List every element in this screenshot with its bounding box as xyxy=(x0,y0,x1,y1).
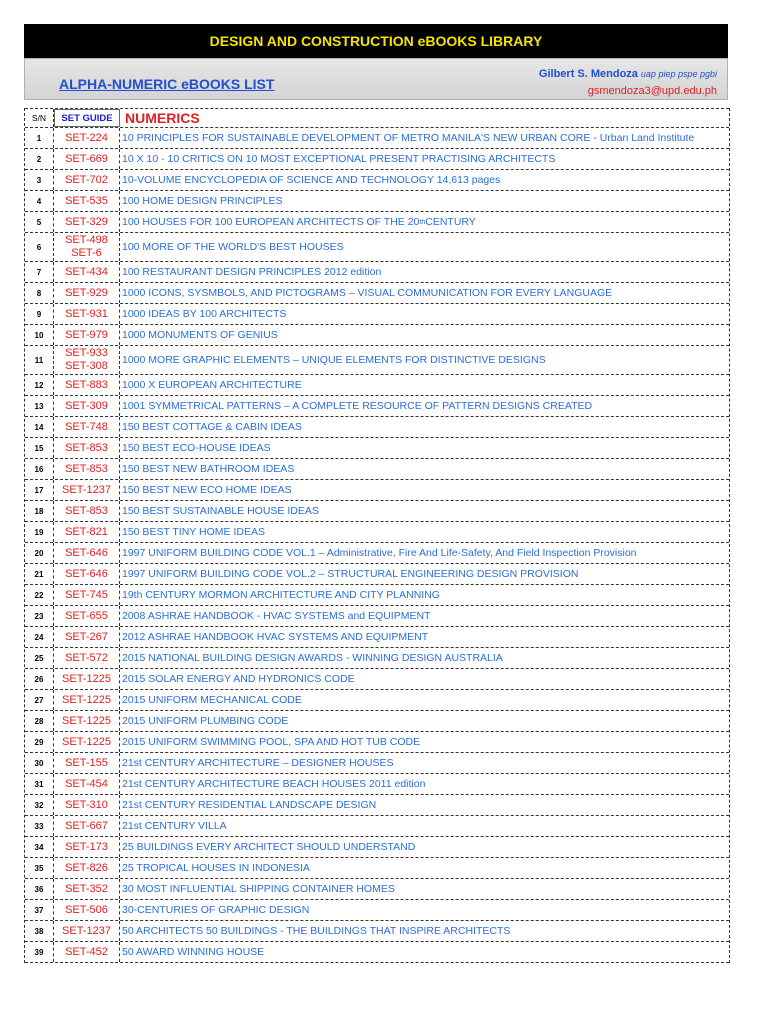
row-serial-number: 6 xyxy=(25,233,54,261)
table-row xyxy=(25,128,729,149)
ebook-title-link[interactable] xyxy=(120,170,729,190)
ebook-title-link[interactable] xyxy=(120,774,729,794)
row-serial-number: 3 xyxy=(25,170,54,190)
ebook-title-text: 50 AWARD WINNING HOUSE xyxy=(122,946,265,958)
section-label: NUMERICS xyxy=(125,110,200,126)
table-row xyxy=(25,375,729,396)
row-serial-number: 11 xyxy=(25,346,54,374)
row-set-guide xyxy=(54,900,120,920)
ebook-title-text: 25 TROPICAL HOUSES IN INDONESIA xyxy=(122,862,310,874)
row-serial-number: 13 xyxy=(25,396,54,416)
ebook-title-link[interactable] xyxy=(120,262,729,282)
row-set-guide xyxy=(54,417,120,437)
ebook-title-link[interactable] xyxy=(120,795,729,815)
ebook-title-text: 1000 MORE GRAPHIC ELEMENTS – UNIQUE ELEMENTS FOR DISTINCTIVE DESIGNS xyxy=(122,354,546,366)
row-serial-number: 38 xyxy=(25,921,54,941)
row-serial-number: 23 xyxy=(25,606,54,626)
table-row xyxy=(25,627,729,648)
table-row xyxy=(25,648,729,669)
row-set-guide xyxy=(54,921,120,941)
row-set-guide xyxy=(54,795,120,815)
ebook-title-text: 10 X 10 - 10 CRITICS ON 10 MOST EXCEPTIONAL PRESENT PRACTISING ARCHITECTS xyxy=(122,153,556,165)
ebook-title-link[interactable] xyxy=(120,438,729,458)
table-row xyxy=(25,501,729,522)
table-row xyxy=(25,149,729,170)
ebook-title-text: 30-CENTURIES OF GRAPHIC DESIGN xyxy=(122,904,310,916)
table-row xyxy=(25,564,729,585)
set-code: SET-821 xyxy=(65,525,108,538)
ebook-title-text: 21st CENTURY ARCHITECTURE BEACH HOUSES 2011 edition xyxy=(122,778,426,790)
set-code: SET-267 xyxy=(65,630,108,643)
row-set-guide xyxy=(54,325,120,345)
row-set-guide xyxy=(54,816,120,836)
set-code: SET-667 xyxy=(65,819,108,832)
row-set-guide xyxy=(54,191,120,211)
set-code: SET-452 xyxy=(65,945,108,958)
row-set-guide xyxy=(54,711,120,731)
table-row xyxy=(25,522,729,543)
ebook-title-link[interactable] xyxy=(120,564,729,584)
set-code: SET-669 xyxy=(65,152,108,165)
table-row xyxy=(25,942,729,963)
column-header-sn: S/N xyxy=(25,109,54,127)
row-serial-number: 20 xyxy=(25,543,54,563)
ebook-title-text: 1000 IDEAS BY 100 ARCHITECTS xyxy=(122,308,287,320)
row-set-guide xyxy=(54,170,120,190)
row-serial-number: 21 xyxy=(25,564,54,584)
set-code: SET-1225 xyxy=(62,714,111,727)
ebook-title-link[interactable] xyxy=(120,128,729,148)
row-set-guide xyxy=(54,690,120,710)
set-code: SET-1225 xyxy=(62,672,111,685)
ebook-title-text-suffix: CENTURY xyxy=(425,216,476,228)
table-row xyxy=(25,417,729,438)
table-row xyxy=(25,606,729,627)
ebook-title-text: 150 BEST TINY HOME IDEAS xyxy=(122,526,265,538)
row-serial-number: 25 xyxy=(25,648,54,668)
ebook-title-link[interactable] xyxy=(120,480,729,500)
set-code: SET-329 xyxy=(65,215,108,228)
set-code: SET-933 xyxy=(65,347,108,359)
table-row xyxy=(25,480,729,501)
ebook-title-text: 1001 SYMMETRICAL PATTERNS – A COMPLETE RESOURCE OF PATTERN DESIGNS CREATED xyxy=(122,400,593,412)
set-code: SET-308 xyxy=(65,360,108,372)
row-set-guide xyxy=(54,627,120,647)
row-serial-number: 37 xyxy=(25,900,54,920)
set-code: SET-506 xyxy=(65,903,108,916)
set-code: SET-979 xyxy=(65,328,108,341)
ebook-title-link[interactable] xyxy=(120,585,729,605)
ebook-title-text: 1000 ICONS, SYSMBOLS, AND PICTOGRAMS – VISUAL COMMUNICATION FOR EVERY LANGUAGE xyxy=(122,287,613,299)
row-serial-number: 30 xyxy=(25,753,54,773)
table-row xyxy=(25,774,729,795)
ebook-title-text: 10-VOLUME ENCYCLOPEDIA OF SCIENCE AND TECHNOLOGY 14,613 pages xyxy=(122,174,501,186)
column-header-set-guide[interactable]: SET GUIDE xyxy=(54,109,120,127)
row-set-guide xyxy=(54,732,120,752)
table-row xyxy=(25,711,729,732)
row-set-guide xyxy=(54,837,120,857)
set-code: SET-309 xyxy=(65,399,108,412)
ebook-title-link[interactable] xyxy=(120,375,729,395)
row-set-guide xyxy=(54,753,120,773)
row-set-guide xyxy=(54,879,120,899)
row-set-guide xyxy=(54,480,120,500)
row-serial-number: 14 xyxy=(25,417,54,437)
list-header-bar xyxy=(24,58,728,100)
table-row xyxy=(25,170,729,191)
table-row xyxy=(25,669,729,690)
row-serial-number: 33 xyxy=(25,816,54,836)
table-row xyxy=(25,753,729,774)
ebook-title-link[interactable] xyxy=(120,191,729,211)
row-serial-number: 1 xyxy=(25,128,54,148)
row-set-guide xyxy=(54,459,120,479)
ebook-title-text: 150 BEST ECO-HOUSE IDEAS xyxy=(122,442,271,454)
ebook-title-link[interactable] xyxy=(120,396,729,416)
row-serial-number: 36 xyxy=(25,879,54,899)
ebook-title-link[interactable] xyxy=(120,753,729,773)
author-email-link[interactable]: gsmendoza3@upd.edu.ph xyxy=(587,85,717,97)
table-row xyxy=(25,795,729,816)
ebook-title-text: 150 BEST NEW BATHROOM IDEAS xyxy=(122,463,295,475)
ebook-title-text: 2012 ASHRAE HANDBOOK HVAC SYSTEMS AND EQUIPMENT xyxy=(122,631,429,643)
set-code: SET-155 xyxy=(65,756,108,769)
row-set-guide xyxy=(54,212,120,232)
ebook-title-link[interactable] xyxy=(120,233,729,261)
section-heading-cell xyxy=(120,109,729,127)
ebook-title-link[interactable] xyxy=(120,732,729,752)
set-code: SET-310 xyxy=(65,798,108,811)
table-row xyxy=(25,543,729,564)
table-row xyxy=(25,212,729,233)
table-row xyxy=(25,191,729,212)
row-serial-number: 4 xyxy=(25,191,54,211)
row-serial-number: 12 xyxy=(25,375,54,395)
set-code: SET-535 xyxy=(65,194,108,207)
row-set-guide xyxy=(54,396,120,416)
table-row xyxy=(25,837,729,858)
set-code: SET-646 xyxy=(65,567,108,580)
ebooks-table xyxy=(24,108,730,963)
row-set-guide xyxy=(54,648,120,668)
ebook-title-link[interactable] xyxy=(120,837,729,857)
row-serial-number: 22 xyxy=(25,585,54,605)
row-set-guide xyxy=(54,564,120,584)
ebook-title-link[interactable] xyxy=(120,543,729,563)
row-set-guide xyxy=(54,774,120,794)
row-serial-number: 34 xyxy=(25,837,54,857)
ebook-title-text: 21st CENTURY VILLA xyxy=(122,820,227,832)
ebook-title-link[interactable] xyxy=(120,900,729,920)
ebook-title-link[interactable] xyxy=(120,879,729,899)
row-serial-number: 35 xyxy=(25,858,54,878)
row-set-guide xyxy=(54,438,120,458)
row-serial-number: 8 xyxy=(25,283,54,303)
set-code: SET-6 xyxy=(71,247,102,259)
row-set-guide xyxy=(54,128,120,148)
ebook-title-text: 100 HOUSES FOR 100 EUROPEAN ARCHITECTS OF THE 20 xyxy=(122,216,420,228)
ebook-title-text: 2015 UNIFORM PLUMBING CODE xyxy=(122,715,289,727)
ebook-title-link[interactable] xyxy=(120,346,729,374)
row-set-guide xyxy=(54,262,120,282)
set-code: SET-702 xyxy=(65,173,108,186)
set-code: SET-1237 xyxy=(62,924,111,937)
set-code: SET-853 xyxy=(65,441,108,454)
library-title-bar xyxy=(24,24,728,58)
row-serial-number: 27 xyxy=(25,690,54,710)
row-serial-number: 32 xyxy=(25,795,54,815)
table-row xyxy=(25,816,729,837)
set-code: SET-1237 xyxy=(62,483,111,496)
author-block xyxy=(539,64,717,97)
table-row xyxy=(25,325,729,346)
ebook-title-text: 2008 ASHRAE HANDBOOK - HVAC SYSTEMS and EQUIPMENT xyxy=(122,610,431,622)
ebook-title-link[interactable] xyxy=(120,283,729,303)
row-set-guide xyxy=(54,858,120,878)
table-row xyxy=(25,921,729,942)
table-row xyxy=(25,262,729,283)
ebook-title-text: 2015 UNIFORM SWIMMING POOL, SPA AND HOT TUB CODE xyxy=(122,736,421,748)
set-code: SET-883 xyxy=(65,378,108,391)
author-credentials: uap piep pspe pgbi xyxy=(640,69,717,79)
set-code: SET-454 xyxy=(65,777,108,790)
table-row xyxy=(25,346,729,375)
ebook-title-text: 21st CENTURY ARCHITECTURE – DESIGNER HOUSES xyxy=(122,757,394,769)
table-row xyxy=(25,585,729,606)
row-set-guide xyxy=(54,375,120,395)
row-serial-number: 15 xyxy=(25,438,54,458)
row-serial-number: 10 xyxy=(25,325,54,345)
row-set-guide xyxy=(54,304,120,324)
row-set-guide xyxy=(54,669,120,689)
set-code: SET-853 xyxy=(65,504,108,517)
set-code: SET-173 xyxy=(65,840,108,853)
table-row xyxy=(25,304,729,325)
ebook-title-text: 10 PRINCIPLES FOR SUSTAINABLE DEVELOPMENT OF METRO MANILA'S NEW URBAN CORE - Urban Land Institute xyxy=(122,132,695,144)
ebook-title-text: 1997 UNIFORM BUILDING CODE VOL.1 – Administrative, Fire And Life-Safety, And Field Inspection Provision xyxy=(122,547,637,559)
ebook-title-text: 21st CENTURY RESIDENTIAL LANDSCAPE DESIGN xyxy=(122,799,377,811)
set-code: SET-853 xyxy=(65,462,108,475)
row-serial-number: 31 xyxy=(25,774,54,794)
table-row xyxy=(25,438,729,459)
row-serial-number: 17 xyxy=(25,480,54,500)
ebook-title-text: 1000 MONUMENTS OF GENIUS xyxy=(122,329,278,341)
table-row xyxy=(25,900,729,921)
row-set-guide xyxy=(54,543,120,563)
row-set-guide xyxy=(54,501,120,521)
ebook-title-text: 19th CENTURY MORMON ARCHITECTURE AND CITY PLANNING xyxy=(122,589,440,601)
ebook-title-text: 25 BUILDINGS EVERY ARCHITECT SHOULD UNDERSTAND xyxy=(122,841,416,853)
row-serial-number: 2 xyxy=(25,149,54,169)
ebook-title-text: 150 BEST COTTAGE & CABIN IDEAS xyxy=(122,421,302,433)
set-code: SET-352 xyxy=(65,882,108,895)
ebook-title-text: 1997 UNIFORM BUILDING CODE VOL.2 – STRUCTURAL ENGINEERING DESIGN PROVISION xyxy=(122,568,579,580)
ebook-title-link[interactable] xyxy=(120,669,729,689)
row-set-guide xyxy=(54,522,120,542)
ebook-title-text: 50 ARCHITECTS 50 BUILDINGS - THE BUILDINGS THAT INSPIRE ARCHITECTS xyxy=(122,925,511,937)
table-row xyxy=(25,732,729,753)
ebook-title-link[interactable] xyxy=(120,149,729,169)
list-title: ALPHA-NUMERIC eBOOKS LIST xyxy=(59,76,275,92)
table-row xyxy=(25,690,729,711)
set-code: SET-1225 xyxy=(62,693,111,706)
ebook-title-superscript: th xyxy=(419,218,426,226)
ebook-title-text: 2015 UNIFORM MECHANICAL CODE xyxy=(122,694,302,706)
set-code: SET-748 xyxy=(65,420,108,433)
ebook-title-text: 150 BEST NEW ECO HOME IDEAS xyxy=(122,484,292,496)
ebook-title-link[interactable] xyxy=(120,459,729,479)
ebook-title-link[interactable] xyxy=(120,711,729,731)
table-row xyxy=(25,233,729,262)
ebook-title-link[interactable] xyxy=(120,304,729,324)
set-code: SET-572 xyxy=(65,651,108,664)
ebook-title-link[interactable] xyxy=(120,501,729,521)
ebook-title-link[interactable] xyxy=(120,522,729,542)
row-serial-number: 18 xyxy=(25,501,54,521)
ebook-title-text: 100 MORE OF THE WORLD'S BEST HOUSES xyxy=(122,241,344,253)
ebook-title-text: 30 MOST INFLUENTIAL SHIPPING CONTAINER HOMES xyxy=(122,883,395,895)
row-set-guide xyxy=(54,585,120,605)
ebook-title-link[interactable] xyxy=(120,417,729,437)
row-serial-number: 26 xyxy=(25,669,54,689)
row-set-guide xyxy=(54,942,120,962)
table-header-row xyxy=(25,108,729,128)
row-set-guide xyxy=(54,149,120,169)
row-serial-number: 39 xyxy=(25,942,54,962)
row-serial-number: 24 xyxy=(25,627,54,647)
ebook-title-link[interactable] xyxy=(120,942,729,962)
table-row xyxy=(25,283,729,304)
table-row xyxy=(25,858,729,879)
ebook-title-link[interactable] xyxy=(120,816,729,836)
row-set-guide xyxy=(54,606,120,626)
set-code: SET-646 xyxy=(65,546,108,559)
row-set-guide xyxy=(54,283,120,303)
ebook-title-text: 100 HOME DESIGN PRINCIPLES xyxy=(122,195,283,207)
set-code: SET-434 xyxy=(65,265,108,278)
row-serial-number: 5 xyxy=(25,212,54,232)
author-name: Gilbert S. Mendoza xyxy=(538,68,638,80)
row-serial-number: 28 xyxy=(25,711,54,731)
set-code: SET-929 xyxy=(65,286,108,299)
ebook-title-link[interactable] xyxy=(120,325,729,345)
row-set-guide xyxy=(54,233,120,261)
ebook-title-link[interactable] xyxy=(120,921,729,941)
row-serial-number: 19 xyxy=(25,522,54,542)
set-code: SET-224 xyxy=(65,131,108,144)
ebook-title-text: 150 BEST SUSTAINABLE HOUSE IDEAS xyxy=(122,505,319,517)
ebook-title-link[interactable] xyxy=(120,212,729,232)
ebook-title-link[interactable] xyxy=(120,606,729,626)
ebook-title-text: 100 RESTAURANT DESIGN PRINCIPLES 2012 edition xyxy=(122,266,382,278)
row-serial-number: 16 xyxy=(25,459,54,479)
row-serial-number: 9 xyxy=(25,304,54,324)
ebook-title-link[interactable] xyxy=(120,648,729,668)
row-serial-number: 7 xyxy=(25,262,54,282)
ebook-title-link[interactable] xyxy=(120,858,729,878)
set-code: SET-745 xyxy=(65,588,108,601)
ebook-title-link[interactable] xyxy=(120,627,729,647)
row-serial-number: 29 xyxy=(25,732,54,752)
row-set-guide xyxy=(54,346,120,374)
ebook-title-link[interactable] xyxy=(120,690,729,710)
ebook-title-text: 1000 X EUROPEAN ARCHITECTURE xyxy=(122,379,302,391)
ebook-title-text: 2015 NATIONAL BUILDING DESIGN AWARDS - WINNING DESIGN AUSTRALIA xyxy=(122,652,503,664)
set-code: SET-1225 xyxy=(62,735,111,748)
set-code: SET-826 xyxy=(65,861,108,874)
set-code: SET-931 xyxy=(65,307,108,320)
ebook-title-text: 2015 SOLAR ENERGY AND HYDRONICS CODE xyxy=(122,673,355,685)
set-code: SET-655 xyxy=(65,609,108,622)
set-code: SET-498 xyxy=(65,234,108,246)
library-title: DESIGN AND CONSTRUCTION eBOOKS LIBRARY xyxy=(209,33,543,49)
table-row xyxy=(25,879,729,900)
table-row xyxy=(25,396,729,417)
table-row xyxy=(25,459,729,480)
